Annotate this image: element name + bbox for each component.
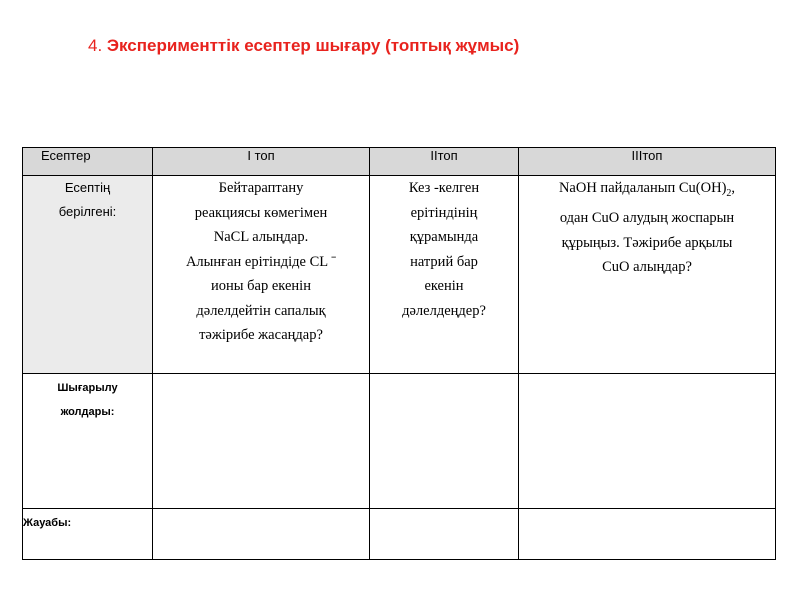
solution-label-line-1: Шығарылу bbox=[57, 382, 118, 394]
group-1-line: дәлелдейтін сапалық bbox=[196, 302, 326, 319]
given-label-cell bbox=[23, 176, 153, 374]
group-1-task-cell bbox=[153, 176, 370, 374]
table-header-row bbox=[23, 148, 776, 176]
group-1-line: Алынған ерітіндіде CL ˉ bbox=[185, 253, 337, 270]
group-2-line: құрамында bbox=[409, 229, 479, 245]
slide-title bbox=[88, 36, 519, 56]
table-row-solution bbox=[23, 374, 776, 509]
header-tasks: Есептер bbox=[23, 148, 153, 176]
group-3-solution-cell bbox=[519, 374, 776, 509]
title-number: 4. bbox=[88, 36, 103, 55]
header-group-2: IIтоп bbox=[370, 148, 519, 176]
group-1-line: NaCL алыңдар. bbox=[213, 229, 309, 245]
header-group-1: I топ bbox=[153, 148, 370, 176]
group-3-line-subscript: 2 bbox=[726, 187, 732, 199]
answer-label: Жауабы: bbox=[23, 517, 72, 529]
group-1-line: ионы бар екенін bbox=[211, 278, 311, 294]
group-3-line: құрыңыз. Тәжірибе арқылы bbox=[561, 234, 733, 251]
group-1-solution-cell bbox=[153, 374, 370, 509]
group-2-line: дәлелдеңдер? bbox=[402, 302, 486, 319]
group-3-line-prefix: NaOH пайдаланып Cu(OH) bbox=[558, 180, 727, 196]
group-2-line: Кез -келген bbox=[408, 180, 480, 196]
solution-label-line-2: жолдары: bbox=[60, 406, 115, 418]
group-1-line: тәжірибе жасаңдар? bbox=[199, 327, 323, 343]
table-row-answer bbox=[23, 509, 776, 560]
given-label-line-2: берілгені: bbox=[58, 204, 117, 219]
group-1-line: реакциясы көмегімен bbox=[194, 204, 328, 221]
given-label-line-1: Есептің bbox=[64, 180, 111, 195]
group-3-line: одан CuO алудың жоспарын bbox=[559, 210, 735, 227]
answer-label-cell bbox=[23, 509, 153, 560]
group-2-task-cell bbox=[370, 176, 519, 374]
solution-label-cell bbox=[23, 374, 153, 509]
group-2-line: ерітіндінің bbox=[410, 204, 478, 221]
group-2-line: екенін bbox=[424, 278, 464, 294]
group-2-solution-cell bbox=[370, 374, 519, 509]
group-3-line: CuO алыңдар? bbox=[602, 259, 692, 276]
title-text: Эксперименттік есептер шығару (топтық жұмыс) bbox=[106, 36, 520, 55]
group-3-task-cell bbox=[519, 176, 776, 374]
header-group-3: IIIтоп bbox=[519, 148, 776, 176]
group-3-answer-cell bbox=[519, 509, 776, 560]
group-2-answer-cell bbox=[370, 509, 519, 560]
table-row-given bbox=[23, 176, 776, 374]
task-table bbox=[22, 147, 776, 560]
group-2-line: натрий бар bbox=[410, 253, 478, 270]
group-3-first-line bbox=[519, 176, 775, 206]
group-1-line: Бейтараптану bbox=[218, 180, 304, 196]
group-1-answer-cell bbox=[153, 509, 370, 560]
group-3-line-suffix: , bbox=[731, 180, 736, 196]
